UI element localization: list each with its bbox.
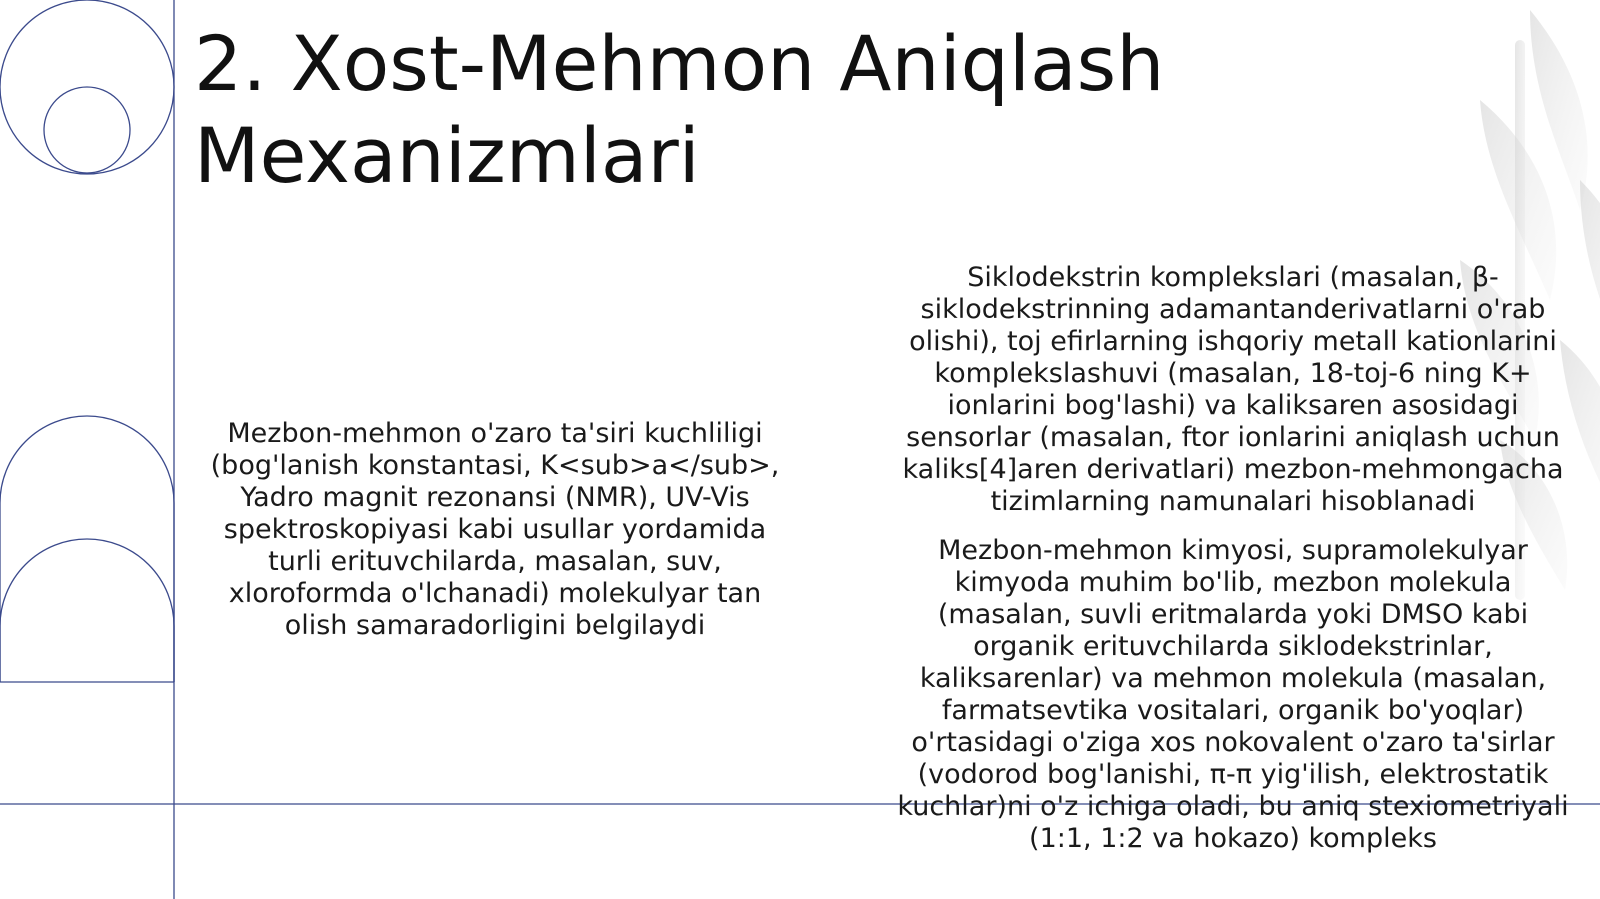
slide-title: 2. Xost-Mehmon Aniqlash Mexanizmlari bbox=[194, 19, 1165, 200]
right-paragraph-2: Mezbon-mehmon kimyosi, supramolekulyar kimyoda muhim bo'lib, mezbon molekula (masalan, suvli eritmalarda yoki DMSO kabi organik erituvchilarda siklodekstrinlar, kaliksarenlar) va mehmon molekula (masalan, farmatsevtika vositalari, organik bo'yoqlar) o'rtasidagi o'ziga xos nokovalent o'zaro ta'sirlar (vodorod bog'lanishi, π-π yig'ilish, elektrostatik kuchlar)ni o'z ichiga oladi, bu aniq stexiometriyali (1:1, 1:2 va hokazo) kompleks bbox=[897, 535, 1569, 854]
right-paragraph-1: Siklodekstrin komplekslari (masalan, β-siklodekstrinning adamantanderivatlarni o'rab olishi), toj efirlarning ishqoriy metall kationlarini komplekslashuvi (masalan, 18-toj-6 ning K+ ionlarini bog'lashi) va kaliksaren asosidagi sensorlar (masalan, ftor ionlarini aniqlash uchun kaliks[4]aren derivatlari) mezbon-mehmongacha tizimlarning namunalari hisoblanadi bbox=[902, 262, 1564, 517]
lower-arch bbox=[0, 539, 174, 682]
upper-arch bbox=[0, 416, 174, 682]
left-paragraph: Mezbon-mehmon o'zaro ta'siri kuchliligi (bog'lanish konstantasi, K<sub>a</sub>, Yadro magnit rezonansi (NMR), UV-Vis spektroskopiyasi kabi usullar yordamida turli erituvchilarda, masalan, suv, xloroformda o'lchanadi) molekulyar tan olish samaradorligini belgilaydi bbox=[210, 418, 780, 641]
right-column bbox=[888, 262, 1578, 872]
small-circle bbox=[44, 87, 130, 173]
